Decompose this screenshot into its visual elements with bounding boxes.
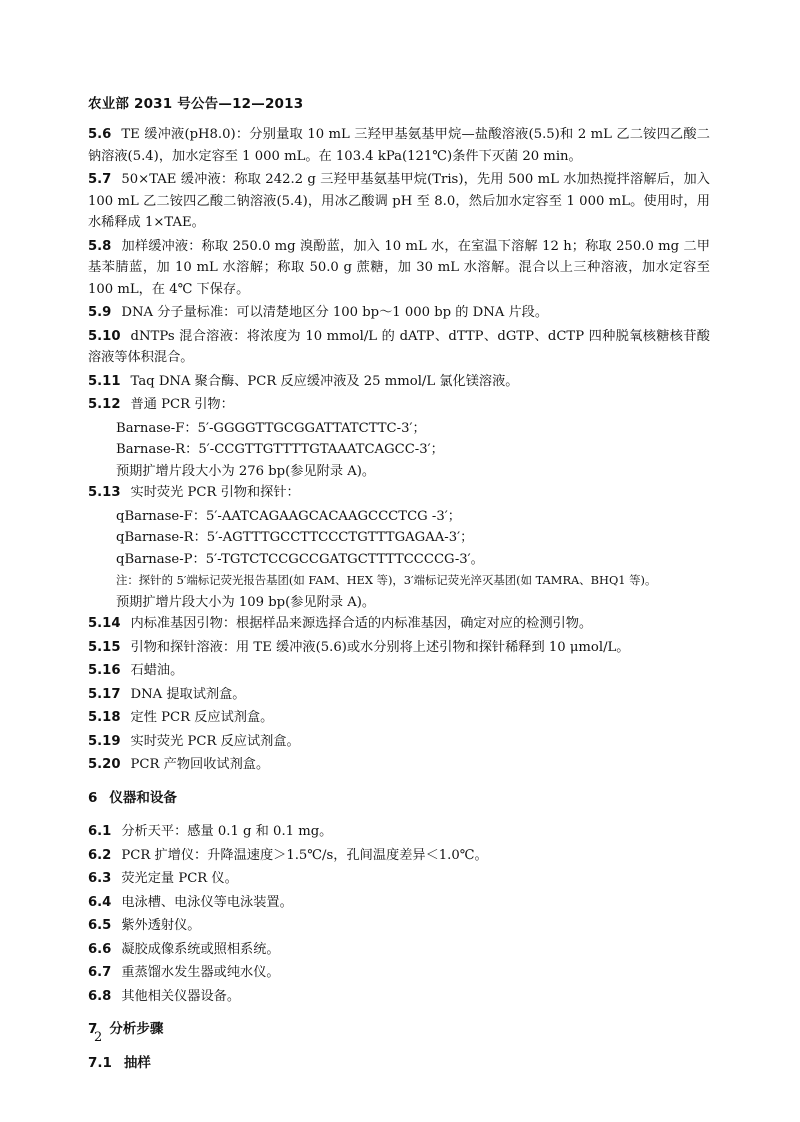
primer-line: Barnase-F：5′-GGGGTTGCGGATTATCTTC-3′； [116,420,426,436]
list-item [88,868,710,890]
item-text: 电泳槽、电泳仪等电泳装置。 [121,894,293,910]
item-number: 5.8 [88,238,112,254]
item-number: 5.18 [88,710,121,725]
item-number: 5.7 [88,172,112,187]
item-number: 5.6 [88,127,112,142]
item-text: DNA 分子量标准：可以清楚地区分 100 bp～1 000 bp 的 DNA 片段。 [121,305,549,320]
item-number: 6.4 [88,894,112,910]
list-item [88,302,710,324]
list-item [88,124,710,167]
primer-line: qBarnase-P：5′-TGTCTCCGCCGATGCTTTTCCCCG-3′。 [116,551,484,567]
primer-line: qBarnase-R：5′-AGTTTGCCTTCCCTGTTTGAGAA-3′； [116,530,474,545]
list-item [88,707,710,729]
item-text: 普通 PCR 引物： [130,397,234,412]
section-6-heading [88,788,710,810]
item-text: PCR 扩增仪：升降温速度＞1.5℃/s，孔间温度差异＜1.0℃。 [121,847,488,863]
item-text: 分析天平：感量 0.1 g 和 0.1 mg。 [121,824,333,839]
item-number: 6.1 [88,824,112,839]
item-number: 6.8 [88,988,112,1004]
section-number: 6 [88,789,98,806]
section-6-list [88,821,710,1007]
list-item [88,986,710,1008]
item-text: 重蒸馏水发生器或纯水仪。 [121,965,280,980]
document-header: 农业部 2031 号公告—12—2013 [88,96,304,112]
list-item [88,915,710,937]
item-number: 5.12 [88,397,121,412]
list-item [88,754,710,776]
list-item [88,236,710,301]
list-item [88,939,710,961]
item-number: 5.13 [88,485,121,500]
primers-512 [88,418,710,483]
list-item [88,731,710,753]
list-item [88,394,710,416]
item-number: 5.16 [88,663,121,678]
list-item [88,684,710,706]
document-body [88,124,710,1086]
item-number: 5.19 [88,733,121,749]
item-text: 其他相关仪器设备。 [121,988,241,1004]
subsection-number: 7.1 [88,1054,112,1071]
section-5b-list [88,613,710,776]
list-item [88,845,710,867]
item-number: 5.11 [88,373,121,389]
list-item [88,892,710,914]
section-7-heading [88,1019,710,1041]
item-number: 6.5 [88,918,112,933]
list-item [88,613,710,635]
page-number: 2 [94,1030,103,1045]
item-text: 定性 PCR 反应试剂盒。 [130,710,274,725]
note-513: 注：探针的 5′端标记荧光报告基团(如 FAM、HEX 等)，3′端标记荧光淬灭基团(如 TAMRA、BHQ1 等)。 [116,573,657,587]
primers-513 [88,506,710,571]
item-number: 5.20 [88,757,121,772]
list-item [88,169,710,234]
item-number: 5.17 [88,686,121,702]
item-number: 5.9 [88,305,112,320]
item-text: dNTPs 混合溶液：将浓度为 10 mmol/L 的 dATP、dTTP、dGTP、dCTP 四种脱氧核糖核苷酸溶液等体积混合。 [88,328,710,365]
list-item [88,962,710,984]
item-number: 5.15 [88,639,121,655]
item-number: 5.14 [88,616,121,631]
list-item [88,326,710,369]
section-number: 7 [88,1021,98,1037]
list-item [88,821,710,843]
primer-line: qBarnase-F：5′-AATCAGAAGCACAAGCCCTCG -3′； [116,508,461,524]
section-5-list [88,124,710,416]
item-text: 凝胶成像系统或照相系统。 [121,941,280,957]
item-text: 实时荧光 PCR 引物和探针： [130,485,300,500]
item-text: TE 缓冲液(pH8.0)：分别量取 10 mL 三羟甲基氨基甲烷—盐酸溶液(5.5)和 2 mL 乙二铵四乙酸二钠溶液(5.4)，加水定容至 1 000 mL。在 103.4 kPa(121℃)条件下灭菌 20 min。 [88,127,710,164]
item-text: 荧光定量 PCR 仪。 [121,871,238,886]
item-number: 6.7 [88,965,112,980]
item-number: 6.3 [88,871,112,886]
primer-line: Barnase-R：5′-CCGTTGTTTTGTAAATCAGCC-3′； [116,442,444,457]
item-text: 加样缓冲液：称取 250.0 mg 溴酚蓝，加入 10 mL 水，在室温下溶解 12 h；称取 250.0 mg 二甲基苯腈蓝，加 10 mL 水溶解；称取 50.0 g 蔗糖，加 30 mL 水溶解。混合以上三种溶液，加水定容至 100 mL，在 4℃ 下保存。 [88,238,710,297]
section-title: 分析步骤 [109,1021,164,1037]
primer-line: 预期扩增片段大小为 276 bp(参见附录 A)。 [116,463,376,479]
section-title: 仪器和设备 [109,789,177,806]
item-number: 6.6 [88,941,112,957]
tail-513: 预期扩增片段大小为 109 bp(参见附录 A)。 [116,594,376,610]
item-text: 内标准基因引物：根据样品来源选择合适的内标准基因，确定对应的检测引物。 [130,616,593,631]
item-text: 紫外透射仪。 [121,918,201,933]
item-text: DNA 提取试剂盒。 [130,686,246,702]
item-number: 6.2 [88,847,112,863]
list-item [88,482,710,504]
item-text: 实时荧光 PCR 反应试剂盒。 [130,733,300,749]
subsection-71-heading [88,1053,710,1075]
list-item [88,371,710,393]
list-item [88,637,710,659]
subsection-title: 抽样 [123,1054,151,1071]
item-text: Taq DNA 聚合酶、PCR 反应缓冲液及 25 mmol/L 氯化镁溶液。 [130,373,519,389]
item-number: 5.10 [88,328,121,344]
item-text: 50×TAE 缓冲液：称取 242.2 g 三羟甲基氨基甲烷(Tris)，先用 500 mL 水加热搅拌溶解后，加入 100 mL 乙二铵四乙酸二钠溶液(5.4)，用冰乙酸调 pH 至 8.0，然后加水定容至 1 000 mL。使用时，用水稀释成 1×TAE。 [88,172,710,230]
list-item [88,660,710,682]
item-text: PCR 产物回收试剂盒。 [130,757,270,772]
item-text: 石蜡油。 [130,663,184,678]
item-text: 引物和探针溶液：用 TE 缓冲液(5.6)或水分别将上述引物和探针稀释到 10 μmol/L。 [130,639,630,655]
